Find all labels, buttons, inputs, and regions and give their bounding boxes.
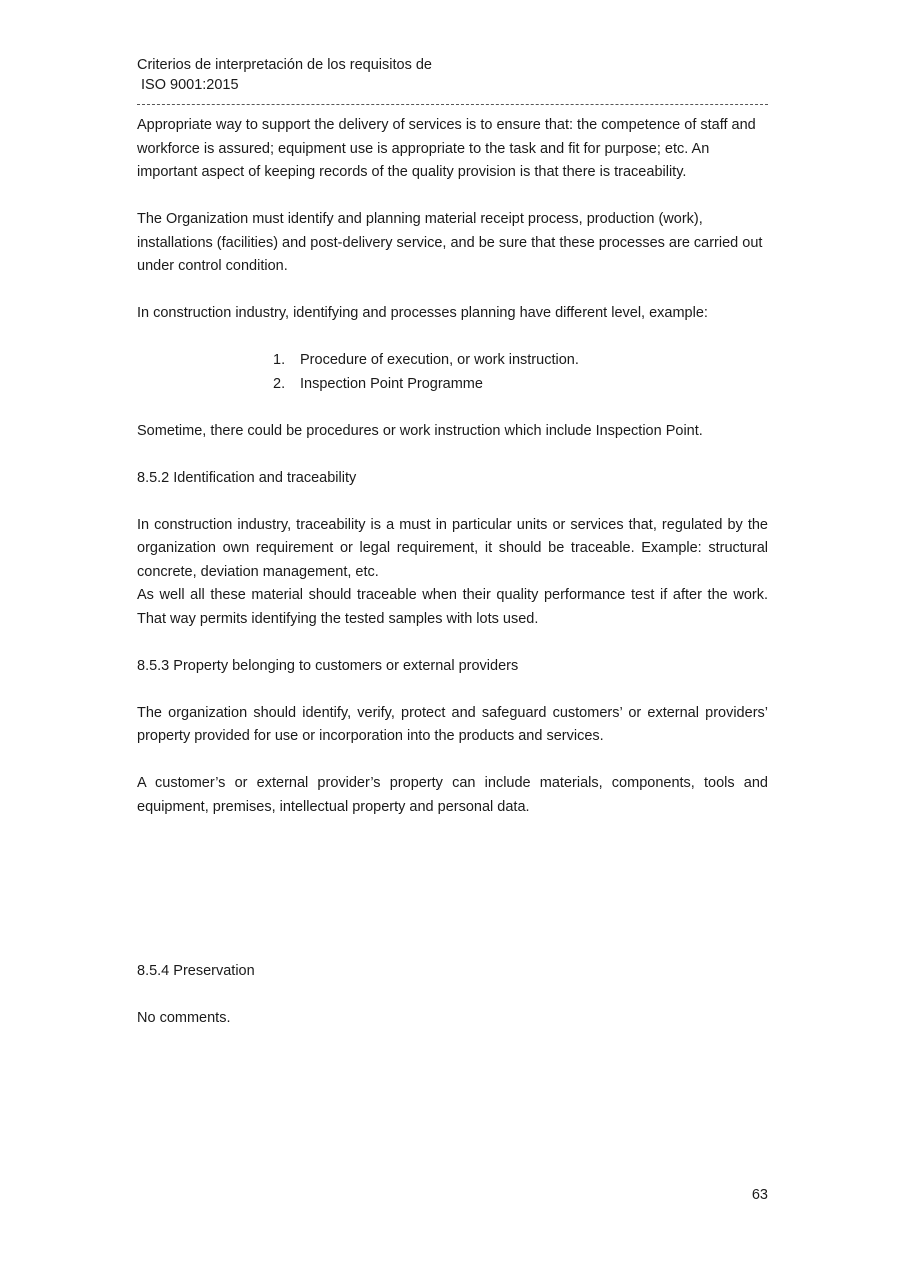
page-whitespace [137, 843, 768, 960]
paragraph-traceability-construction: In construction industry, traceability is a must in particular units or services that, regulated by the organization own requirement or legal requirement, it should be traceable. Example: structural concrete, deviation management, etc. [137, 516, 768, 580]
section-heading-852: 8.5.2 Identification and traceability [137, 469, 357, 486]
header-title-line1: Criterios de interpretación de los requisitos de [137, 57, 432, 73]
list-item-text: Procedure of execution, or work instruction. [300, 352, 579, 368]
header-title-line2: ISO 9001:2015 [141, 77, 239, 93]
paragraph-customer-property-safeguard: The organization should identify, verify, protect and safeguard customers’ or external providers’ property provided for use or incorporation into the products and services. [137, 704, 768, 744]
header-divider [137, 104, 768, 105]
paragraph-organization-processes: The Organization must identify and planning material receipt process, production (work), installations (facilities) and post-delivery service, and be sure that these processes are carried out under control condition. [137, 211, 763, 274]
running-header [137, 55, 769, 95]
list-item [137, 373, 768, 397]
paragraph-traceability-testing: As well all these material should traceable when their quality performance test if after the work. That way permits identifying the tested samples with lots used. [137, 587, 768, 627]
paragraph-customer-property-types: A customer’s or external provider’s property can include materials, components, tools and equipment, premises, intellectual property and personal data. [137, 775, 768, 815]
paragraph-planning-levels: In construction industry, identifying and processes planning have different level, example: [137, 305, 708, 321]
paragraph-inspection-point: Sometime, there could be procedures or work instruction which include Inspection Point. [137, 422, 703, 439]
list-item [137, 349, 768, 373]
paragraph-no-comments: No comments. [137, 1009, 231, 1026]
list-item-text: Inspection Point Programme [300, 375, 483, 392]
page-number: 63 [751, 1187, 768, 1203]
list-item-number: 2. [273, 375, 286, 392]
planning-levels-list [137, 349, 768, 396]
paragraph-support-delivery: Appropriate way to support the delivery of services is to ensure that: the competence of staff and workforce is assured; equipment use is appropriate to the task and fit for purpose; etc. An important aspect of keeping records of the quality provision is that there is traceability. [137, 117, 756, 180]
document-body [137, 114, 768, 1054]
list-item-number: 1. [273, 352, 286, 368]
section-heading-854: 8.5.4 Preservation [137, 962, 255, 979]
section-heading-853: 8.5.3 Property belonging to customers or external providers [137, 657, 519, 674]
